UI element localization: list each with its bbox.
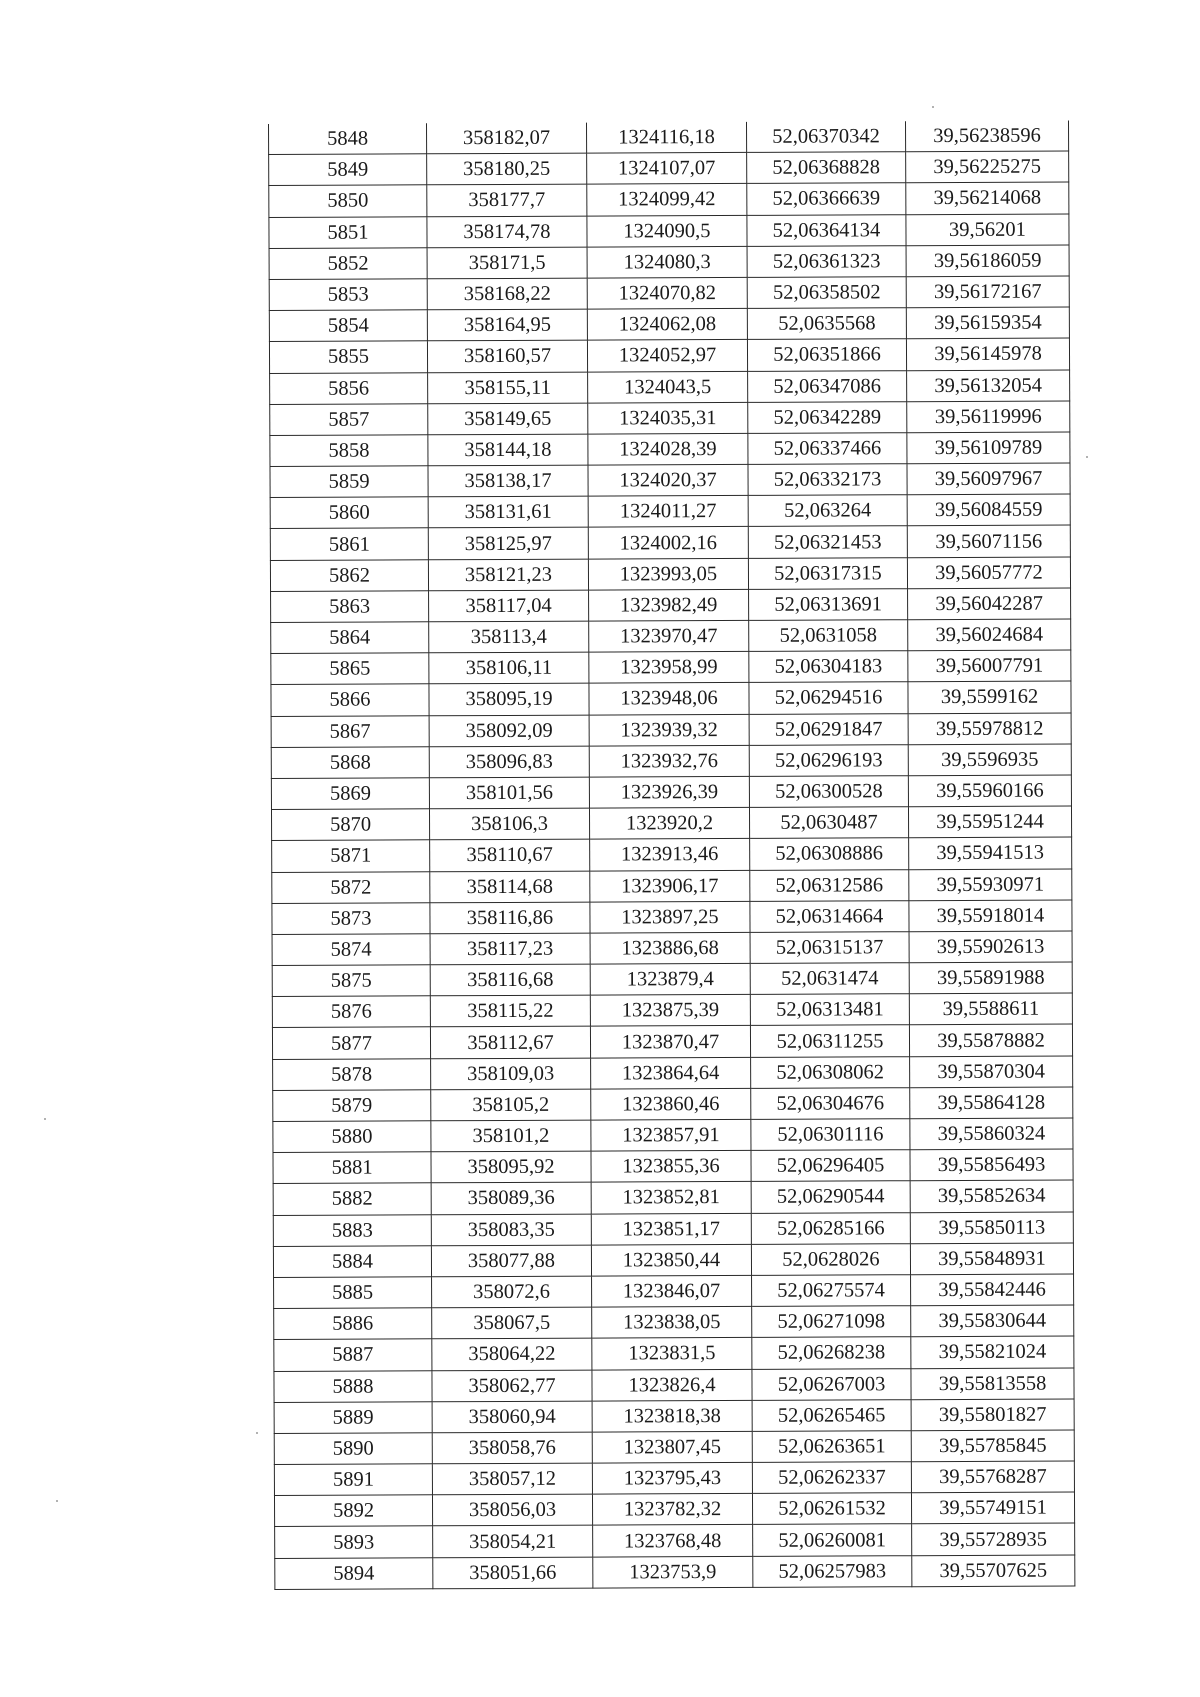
y-coordinate-cell: 1324080,3 (587, 246, 747, 278)
longitude-cell: 39,55852634 (910, 1180, 1073, 1212)
table-row (270, 557, 1070, 592)
x-coordinate-cell: 358092,09 (429, 715, 589, 747)
x-coordinate-cell: 358117,23 (430, 933, 590, 965)
longitude-cell: 39,55848931 (910, 1243, 1073, 1275)
y-coordinate-cell: 1324043,5 (588, 371, 748, 403)
latitude-cell: 52,06291847 (749, 713, 908, 745)
longitude-cell: 39,55707625 (912, 1555, 1075, 1587)
x-coordinate-cell: 358113,4 (429, 621, 589, 653)
point-number-cell: 5880 (273, 1121, 431, 1153)
table-row (274, 1461, 1074, 1496)
x-coordinate-cell: 358121,23 (428, 559, 588, 591)
x-coordinate-cell: 358114,68 (430, 871, 590, 903)
scan-speck (56, 1500, 58, 1502)
longitude-cell: 39,56119996 (907, 401, 1070, 433)
table-row (275, 1555, 1075, 1590)
x-coordinate-cell: 358062,77 (432, 1370, 592, 1402)
y-coordinate-cell: 1323993,05 (588, 558, 748, 590)
y-coordinate-cell: 1323851,17 (591, 1213, 751, 1245)
point-number-cell: 5870 (271, 809, 429, 841)
point-number-cell: 5885 (274, 1277, 432, 1309)
x-coordinate-cell: 358106,11 (429, 652, 589, 684)
latitude-cell: 52,06364134 (747, 214, 906, 246)
x-coordinate-cell: 358095,19 (429, 683, 589, 715)
table-row (274, 1274, 1074, 1309)
point-number-cell: 5889 (274, 1401, 432, 1433)
table-row (273, 1149, 1073, 1184)
latitude-cell: 52,063264 (748, 495, 907, 527)
y-coordinate-cell: 1324011,27 (588, 496, 748, 528)
latitude-cell: 52,0631058 (749, 620, 908, 652)
point-number-cell: 5852 (269, 248, 427, 280)
table-row (272, 837, 1072, 872)
x-coordinate-cell: 358096,83 (429, 746, 589, 778)
longitude-cell: 39,56238596 (905, 121, 1068, 152)
y-coordinate-cell: 1323860,46 (591, 1088, 751, 1120)
longitude-cell: 39,56145978 (906, 338, 1069, 370)
longitude-cell: 39,55941513 (909, 837, 1072, 869)
y-coordinate-cell: 1323782,32 (592, 1494, 752, 1526)
x-coordinate-cell: 358138,17 (428, 465, 588, 497)
longitude-cell: 39,55960166 (908, 775, 1071, 807)
x-coordinate-cell: 358168,22 (427, 278, 587, 310)
x-coordinate-cell: 358089,36 (431, 1182, 591, 1214)
table-row (271, 681, 1071, 716)
longitude-cell: 39,55870304 (910, 1056, 1073, 1088)
point-number-cell: 5874 (272, 934, 430, 966)
y-coordinate-cell: 1324090,5 (587, 215, 747, 247)
latitude-cell: 52,06290544 (751, 1181, 910, 1213)
y-coordinate-cell: 1324070,82 (587, 277, 747, 309)
y-coordinate-cell: 1323768,48 (593, 1525, 753, 1557)
point-number-cell: 5863 (271, 591, 429, 623)
point-number-cell: 5869 (271, 778, 429, 810)
y-coordinate-cell: 1323846,07 (592, 1275, 752, 1307)
latitude-cell: 52,06300528 (749, 776, 908, 808)
x-coordinate-cell: 358072,6 (432, 1276, 592, 1308)
latitude-cell: 52,0630487 (749, 807, 908, 839)
point-number-cell: 5854 (269, 310, 427, 342)
y-coordinate-cell: 1323926,39 (589, 776, 749, 808)
longitude-cell: 39,55951244 (908, 806, 1071, 838)
latitude-cell: 52,0631474 (750, 963, 909, 995)
coordinates-table-body (269, 121, 1075, 1590)
longitude-cell: 39,55850113 (910, 1212, 1073, 1244)
latitude-cell: 52,06294516 (749, 682, 908, 714)
x-coordinate-cell: 358116,68 (430, 964, 590, 996)
latitude-cell: 52,06314664 (750, 900, 909, 932)
point-number-cell: 5894 (275, 1557, 433, 1589)
table-row (270, 401, 1070, 436)
table-row (274, 1367, 1074, 1402)
table-row (270, 494, 1070, 529)
latitude-cell: 52,06263651 (752, 1431, 911, 1463)
point-number-cell: 5891 (274, 1464, 432, 1496)
x-coordinate-cell: 358171,5 (427, 247, 587, 279)
x-coordinate-cell: 358095,92 (431, 1151, 591, 1183)
point-number-cell: 5867 (271, 715, 429, 747)
table-row (271, 775, 1071, 810)
point-number-cell: 5892 (274, 1495, 432, 1527)
longitude-cell: 39,56007791 (908, 650, 1071, 682)
latitude-cell: 52,06261532 (752, 1493, 911, 1525)
x-coordinate-cell: 358149,65 (428, 403, 588, 435)
x-coordinate-cell: 358131,61 (428, 496, 588, 528)
point-number-cell: 5873 (272, 902, 430, 934)
latitude-cell: 52,06271098 (752, 1306, 911, 1338)
table-row (272, 869, 1072, 904)
latitude-cell: 52,06347086 (748, 370, 907, 402)
longitude-cell: 39,55813558 (911, 1367, 1074, 1399)
longitude-cell: 39,55728935 (912, 1523, 1075, 1555)
point-number-cell: 5871 (272, 840, 430, 872)
x-coordinate-cell: 358116,86 (430, 902, 590, 934)
table-row (271, 619, 1071, 654)
table-row (270, 525, 1070, 560)
latitude-cell: 52,06317315 (748, 557, 907, 589)
point-number-cell: 5857 (270, 403, 428, 435)
latitude-cell: 52,06296193 (749, 744, 908, 776)
table-row (274, 1430, 1074, 1465)
y-coordinate-cell: 1323826,4 (592, 1369, 752, 1401)
longitude-cell: 39,55930971 (909, 869, 1072, 901)
y-coordinate-cell: 1324099,42 (587, 184, 747, 216)
point-number-cell: 5872 (272, 871, 430, 903)
x-coordinate-cell: 358106,3 (429, 808, 589, 840)
y-coordinate-cell: 1323939,32 (589, 714, 749, 746)
longitude-cell: 39,55749151 (911, 1492, 1074, 1524)
x-coordinate-cell: 358177,7 (427, 184, 587, 216)
x-coordinate-cell: 358112,67 (430, 1027, 590, 1059)
point-number-cell: 5868 (271, 747, 429, 779)
longitude-cell: 39,55891988 (909, 962, 1072, 994)
longitude-cell: 39,55785845 (911, 1430, 1074, 1462)
point-number-cell: 5866 (271, 684, 429, 716)
longitude-cell: 39,56132054 (907, 370, 1070, 402)
x-coordinate-cell: 358057,12 (432, 1463, 592, 1495)
table-row (273, 1212, 1073, 1247)
point-number-cell: 5893 (275, 1526, 433, 1558)
y-coordinate-cell: 1323948,06 (589, 683, 749, 715)
latitude-cell: 52,06308886 (750, 838, 909, 870)
longitude-cell: 39,55878882 (909, 1024, 1072, 1056)
point-number-cell: 5886 (274, 1308, 432, 1340)
longitude-cell: 39,55856493 (910, 1149, 1073, 1181)
table-row (269, 121, 1069, 155)
y-coordinate-cell: 1323958,99 (589, 652, 749, 684)
table-row (273, 1118, 1073, 1153)
y-coordinate-cell: 1323807,45 (592, 1431, 752, 1463)
table-row (270, 432, 1070, 467)
x-coordinate-cell: 358101,2 (431, 1120, 591, 1152)
x-coordinate-cell: 358105,2 (431, 1089, 591, 1121)
x-coordinate-cell: 358182,07 (426, 123, 586, 154)
y-coordinate-cell: 1323879,4 (590, 963, 750, 995)
longitude-cell: 39,56042287 (908, 588, 1071, 620)
latitude-cell: 52,06370342 (746, 121, 905, 152)
table-row (269, 338, 1069, 373)
latitude-cell: 52,0628026 (751, 1243, 910, 1275)
y-coordinate-cell: 1323818,38 (592, 1400, 752, 1432)
x-coordinate-cell: 358054,21 (433, 1526, 593, 1558)
latitude-cell: 52,06313481 (750, 994, 909, 1026)
longitude-cell: 39,56225275 (906, 151, 1069, 183)
latitude-cell: 52,06296405 (751, 1150, 910, 1182)
table-row (275, 1523, 1075, 1558)
point-number-cell: 5860 (270, 497, 428, 529)
longitude-cell: 39,55830644 (911, 1305, 1074, 1337)
point-number-cell: 5884 (273, 1246, 431, 1278)
latitude-cell: 52,06260081 (753, 1524, 912, 1556)
point-number-cell: 5888 (274, 1370, 432, 1402)
table-row (274, 1336, 1074, 1371)
longitude-cell: 39,55842446 (911, 1274, 1074, 1306)
table-row (273, 1243, 1073, 1278)
y-coordinate-cell: 1323753,9 (593, 1556, 753, 1588)
x-coordinate-cell: 358160,57 (427, 340, 587, 372)
x-coordinate-cell: 358110,67 (430, 839, 590, 871)
x-coordinate-cell: 358058,76 (432, 1432, 592, 1464)
y-coordinate-cell: 1323875,39 (590, 995, 750, 1027)
latitude-cell: 52,0635568 (747, 308, 906, 340)
longitude-cell: 39,55860324 (910, 1118, 1073, 1150)
table-row (270, 370, 1070, 405)
table-row (269, 214, 1069, 249)
x-coordinate-cell: 358067,5 (432, 1307, 592, 1339)
latitude-cell: 52,06265465 (752, 1399, 911, 1431)
x-coordinate-cell: 358101,56 (429, 777, 589, 809)
latitude-cell: 52,06262337 (752, 1462, 911, 1494)
y-coordinate-cell: 1324052,97 (587, 340, 747, 372)
y-coordinate-cell: 1323982,49 (589, 589, 749, 621)
point-number-cell: 5853 (269, 279, 427, 311)
latitude-cell: 52,06313691 (749, 589, 908, 621)
longitude-cell: 39,56186059 (906, 245, 1069, 277)
x-coordinate-cell: 358117,04 (429, 590, 589, 622)
latitude-cell: 52,06315137 (750, 932, 909, 964)
point-number-cell: 5882 (273, 1183, 431, 1215)
point-number-cell: 5887 (274, 1339, 432, 1371)
table-row (271, 806, 1071, 841)
y-coordinate-cell: 1324002,16 (588, 527, 748, 559)
x-coordinate-cell: 358056,03 (432, 1494, 592, 1526)
latitude-cell: 52,06358502 (747, 277, 906, 309)
longitude-cell: 39,56057772 (907, 557, 1070, 589)
latitude-cell: 52,06366639 (747, 183, 906, 215)
x-coordinate-cell: 358115,22 (430, 995, 590, 1027)
x-coordinate-cell: 358144,18 (428, 434, 588, 466)
point-number-cell: 5862 (270, 559, 428, 591)
latitude-cell: 52,06301116 (751, 1119, 910, 1151)
x-coordinate-cell: 358155,11 (428, 372, 588, 404)
scan-speck (44, 1118, 46, 1120)
x-coordinate-cell: 358077,88 (431, 1245, 591, 1277)
longitude-cell: 39,56097967 (907, 463, 1070, 495)
point-number-cell: 5859 (270, 466, 428, 498)
point-number-cell: 5864 (271, 622, 429, 654)
x-coordinate-cell: 358180,25 (427, 153, 587, 185)
y-coordinate-cell: 1324028,39 (588, 433, 748, 465)
table-row (272, 1024, 1072, 1059)
point-number-cell: 5848 (269, 123, 427, 154)
longitude-cell: 39,56109789 (907, 432, 1070, 464)
table-row (271, 588, 1071, 623)
table-row (272, 931, 1072, 966)
x-coordinate-cell: 358060,94 (432, 1401, 592, 1433)
longitude-cell: 39,56071156 (907, 525, 1070, 557)
table-row (271, 744, 1071, 779)
y-coordinate-cell: 1323920,2 (589, 808, 749, 840)
x-coordinate-cell: 358064,22 (432, 1338, 592, 1370)
y-coordinate-cell: 1323831,5 (592, 1338, 752, 1370)
point-number-cell: 5876 (272, 996, 430, 1028)
longitude-cell: 39,56024684 (908, 619, 1071, 651)
latitude-cell: 52,06368828 (747, 152, 906, 184)
latitude-cell: 52,06267003 (752, 1368, 911, 1400)
y-coordinate-cell: 1323857,91 (591, 1119, 751, 1151)
latitude-cell: 52,06268238 (752, 1337, 911, 1369)
longitude-cell: 39,56201 (906, 214, 1069, 246)
y-coordinate-cell: 1323970,47 (589, 620, 749, 652)
y-coordinate-cell: 1323906,17 (590, 870, 750, 902)
x-coordinate-cell: 358083,35 (431, 1214, 591, 1246)
longitude-cell: 39,55902613 (909, 931, 1072, 963)
longitude-cell: 39,5599162 (908, 681, 1071, 713)
latitude-cell: 52,06304183 (749, 651, 908, 683)
table-row (272, 993, 1072, 1028)
y-coordinate-cell: 1323886,68 (590, 932, 750, 964)
y-coordinate-cell: 1324020,37 (588, 464, 748, 496)
table-row (272, 900, 1072, 935)
table-row (274, 1305, 1074, 1340)
longitude-cell: 39,5596935 (908, 744, 1071, 776)
longitude-cell: 39,56172167 (906, 276, 1069, 308)
point-number-cell: 5865 (271, 653, 429, 685)
point-number-cell: 5861 (270, 528, 428, 560)
y-coordinate-cell: 1324035,31 (588, 402, 748, 434)
table-row (274, 1399, 1074, 1434)
table-row (273, 1180, 1073, 1215)
latitude-cell: 52,06257983 (753, 1555, 912, 1587)
longitude-cell: 39,55801827 (911, 1399, 1074, 1431)
latitude-cell: 52,06311255 (750, 1025, 909, 1057)
x-coordinate-cell: 358125,97 (428, 528, 588, 560)
y-coordinate-cell: 1323913,46 (590, 839, 750, 871)
point-number-cell: 5850 (269, 185, 427, 217)
y-coordinate-cell: 1324062,08 (587, 309, 747, 341)
longitude-cell: 39,55978812 (908, 713, 1071, 745)
longitude-cell: 39,55918014 (909, 900, 1072, 932)
scan-speck (1086, 456, 1088, 458)
scan-speck (932, 106, 934, 108)
coordinates-table (268, 121, 1075, 1590)
table-row (269, 307, 1069, 342)
longitude-cell: 39,56084559 (907, 494, 1070, 526)
point-number-cell: 5883 (273, 1214, 431, 1246)
point-number-cell: 5881 (273, 1152, 431, 1184)
point-number-cell: 5858 (270, 435, 428, 467)
point-number-cell: 5855 (269, 341, 427, 373)
x-coordinate-cell: 358164,95 (427, 309, 587, 341)
y-coordinate-cell: 1323850,44 (591, 1244, 751, 1276)
y-coordinate-cell: 1323897,25 (590, 901, 750, 933)
scan-speck (256, 1432, 258, 1434)
latitude-cell: 52,06312586 (750, 869, 909, 901)
latitude-cell: 52,06275574 (752, 1275, 911, 1307)
point-number-cell: 5879 (273, 1090, 431, 1122)
longitude-cell: 39,55864128 (910, 1087, 1073, 1119)
latitude-cell: 52,06304676 (751, 1088, 910, 1120)
point-number-cell: 5856 (270, 372, 428, 404)
table-row (274, 1492, 1074, 1527)
y-coordinate-cell: 1323852,81 (591, 1182, 751, 1214)
longitude-cell: 39,5588611 (909, 993, 1072, 1025)
table-row (271, 650, 1071, 685)
y-coordinate-cell: 1324107,07 (587, 153, 747, 185)
y-coordinate-cell: 1323932,76 (589, 745, 749, 777)
x-coordinate-cell: 358174,78 (427, 216, 587, 248)
point-number-cell: 5878 (273, 1058, 431, 1090)
latitude-cell: 52,06285166 (751, 1212, 910, 1244)
y-coordinate-cell: 1323838,05 (592, 1307, 752, 1339)
longitude-cell: 39,56159354 (906, 307, 1069, 339)
table-row (269, 151, 1069, 186)
table-row (273, 1087, 1073, 1122)
x-coordinate-cell: 358051,66 (433, 1557, 593, 1589)
table-row (269, 276, 1069, 311)
table-row (273, 1056, 1073, 1091)
point-number-cell: 5851 (269, 216, 427, 248)
latitude-cell: 52,06342289 (748, 401, 907, 433)
table-row (269, 245, 1069, 280)
y-coordinate-cell: 1323855,36 (591, 1151, 751, 1183)
y-coordinate-cell: 1323795,43 (592, 1462, 752, 1494)
latitude-cell: 52,06332173 (748, 464, 907, 496)
longitude-cell: 39,56214068 (906, 182, 1069, 214)
latitude-cell: 52,06361323 (747, 245, 906, 277)
table-row (270, 463, 1070, 498)
y-coordinate-cell: 1323870,47 (590, 1026, 750, 1058)
latitude-cell: 52,06351866 (747, 339, 906, 371)
y-coordinate-cell: 1323864,64 (591, 1057, 751, 1089)
longitude-cell: 39,55768287 (911, 1461, 1074, 1493)
point-number-cell: 5877 (272, 1027, 430, 1059)
latitude-cell: 52,06308062 (751, 1056, 910, 1088)
longitude-cell: 39,55821024 (911, 1336, 1074, 1368)
table-row (271, 713, 1071, 748)
point-number-cell: 5890 (274, 1433, 432, 1465)
table-row (269, 182, 1069, 217)
point-number-cell: 5875 (272, 965, 430, 997)
latitude-cell: 52,06321453 (748, 526, 907, 558)
y-coordinate-cell: 1324116,18 (586, 122, 746, 153)
point-number-cell: 5849 (269, 154, 427, 186)
table-row (272, 962, 1072, 997)
latitude-cell: 52,06337466 (748, 433, 907, 465)
x-coordinate-cell: 358109,03 (431, 1058, 591, 1090)
